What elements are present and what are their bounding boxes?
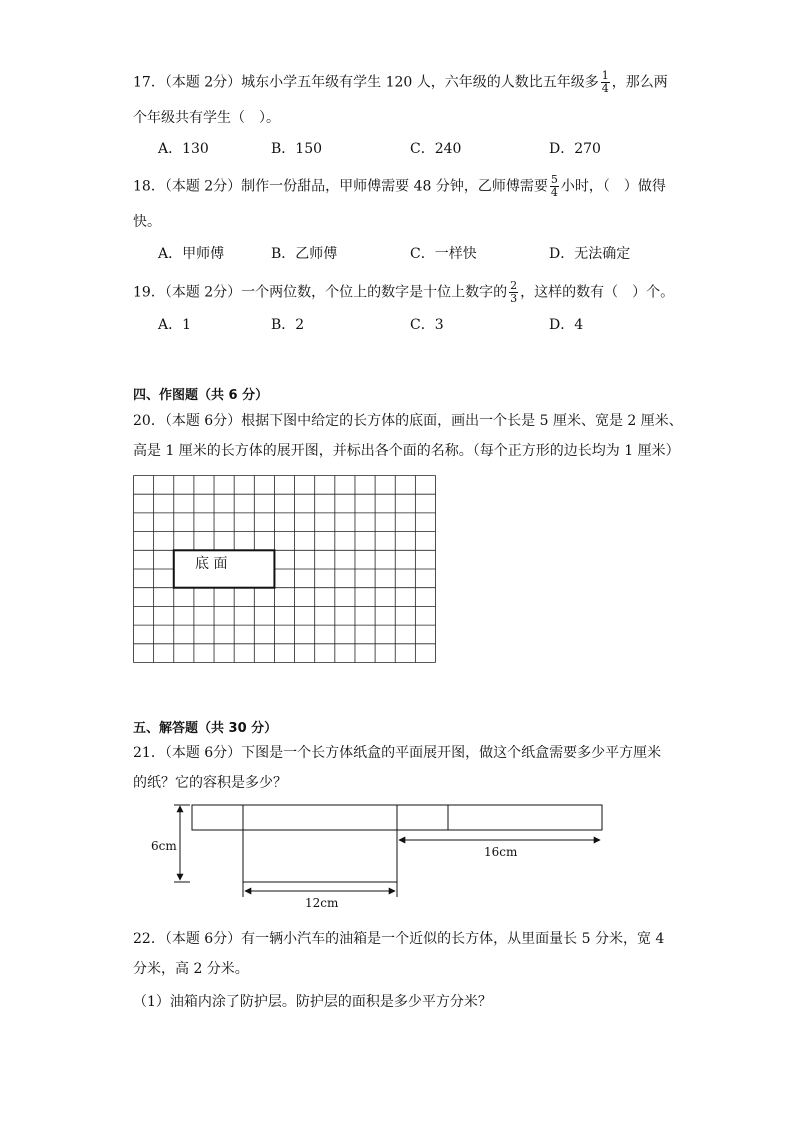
q18-option-d[interactable]: D．无法确定 bbox=[549, 246, 631, 262]
q21-line2: 的纸？它的容积是多少？ bbox=[133, 775, 287, 791]
q17-line1 bbox=[133, 70, 668, 95]
q22-line1: 22．（本题 6分）有一辆小汽车的油箱是一个近似的长方体，从里面量长 5 分米，宽 4 bbox=[133, 931, 665, 947]
q17-fraction bbox=[601, 70, 610, 95]
label-length: 16cm bbox=[484, 845, 518, 859]
section5-title: 五、解答题（共 30 分） bbox=[133, 721, 278, 736]
q17-option-b[interactable]: B．150 bbox=[271, 141, 323, 157]
q17-option-c[interactable]: C．240 bbox=[410, 141, 462, 157]
q18-fraction bbox=[550, 174, 559, 199]
drawing-grid[interactable] bbox=[133, 475, 436, 663]
grid-svg bbox=[133, 475, 436, 663]
box-net-figure bbox=[140, 800, 610, 915]
q18-frac-num: 5 bbox=[550, 173, 558, 186]
q18-line2: 快。 bbox=[133, 214, 161, 230]
q17-frac-den: 4 bbox=[601, 82, 609, 95]
q18-text-post: 小时，（ ）做得 bbox=[560, 178, 666, 195]
q22-line2: 分米，高 2 分米。 bbox=[133, 961, 249, 977]
q19-fraction bbox=[509, 280, 518, 305]
q17-text-post: ，那么两 bbox=[611, 74, 668, 91]
q18-option-a[interactable]: A．甲师傅 bbox=[158, 246, 225, 262]
q19-text-pre: 19．（本题 2分）一个两位数，个位上的数字是十位上数字的 bbox=[133, 284, 508, 301]
q19-option-a[interactable]: A．1 bbox=[158, 317, 192, 333]
q20-line1: 20．（本题 6分）根据下图中给定的长方体的底面，画出一个长是 5 厘米、宽是 2 厘米、 bbox=[133, 413, 683, 429]
section4-title: 四、作图题（共 6 分） bbox=[133, 388, 269, 403]
q20-line2: 高是 1 厘米的长方体的展开图，并标出各个面的名称。（每个正方形的边长均为 1 厘米） bbox=[133, 443, 680, 459]
net-bottom-face bbox=[243, 830, 397, 882]
q19-option-c[interactable]: C．3 bbox=[410, 317, 444, 333]
q18-line1 bbox=[133, 174, 666, 199]
q22-sub1: （1）油箱内涂了防护层。防护层的面积是多少平方分米？ bbox=[133, 994, 492, 1010]
q19-option-b[interactable]: B．2 bbox=[271, 317, 305, 333]
q19-frac-num: 2 bbox=[510, 279, 518, 292]
q17-option-d[interactable]: D．270 bbox=[549, 141, 601, 157]
q18-option-c[interactable]: C．一样快 bbox=[410, 246, 477, 262]
q17-frac-num: 1 bbox=[601, 69, 609, 82]
q19-option-d[interactable]: D．4 bbox=[549, 317, 584, 333]
q18-option-b[interactable]: B．乙师傅 bbox=[271, 246, 338, 262]
q19-text-post: ，这样的数有（ ）个。 bbox=[520, 284, 675, 301]
q17-option-a[interactable]: A．130 bbox=[158, 141, 209, 157]
q21-line1: 21．（本题 6分）下图是一个长方体纸盒的平面展开图，做这个纸盒需要多少平方厘米 bbox=[133, 745, 662, 761]
q19-line1 bbox=[133, 280, 674, 305]
label-width: 12cm bbox=[305, 896, 339, 910]
q17-text-pre: 17．（本题 2分）城东小学五年级有学生 120 人，六年级的人数比五年级多 bbox=[133, 74, 599, 91]
label-height: 6cm bbox=[151, 839, 177, 853]
q17-line2: 个年级共有学生（ ）。 bbox=[133, 110, 280, 126]
q18-frac-den: 4 bbox=[550, 186, 558, 199]
grid-base-label: 底 面 bbox=[195, 556, 228, 572]
q19-frac-den: 3 bbox=[510, 292, 518, 305]
q18-text-pre: 18．（本题 2分）制作一份甜品，甲师傅需要 48 分钟，乙师傅需要 bbox=[133, 178, 548, 195]
